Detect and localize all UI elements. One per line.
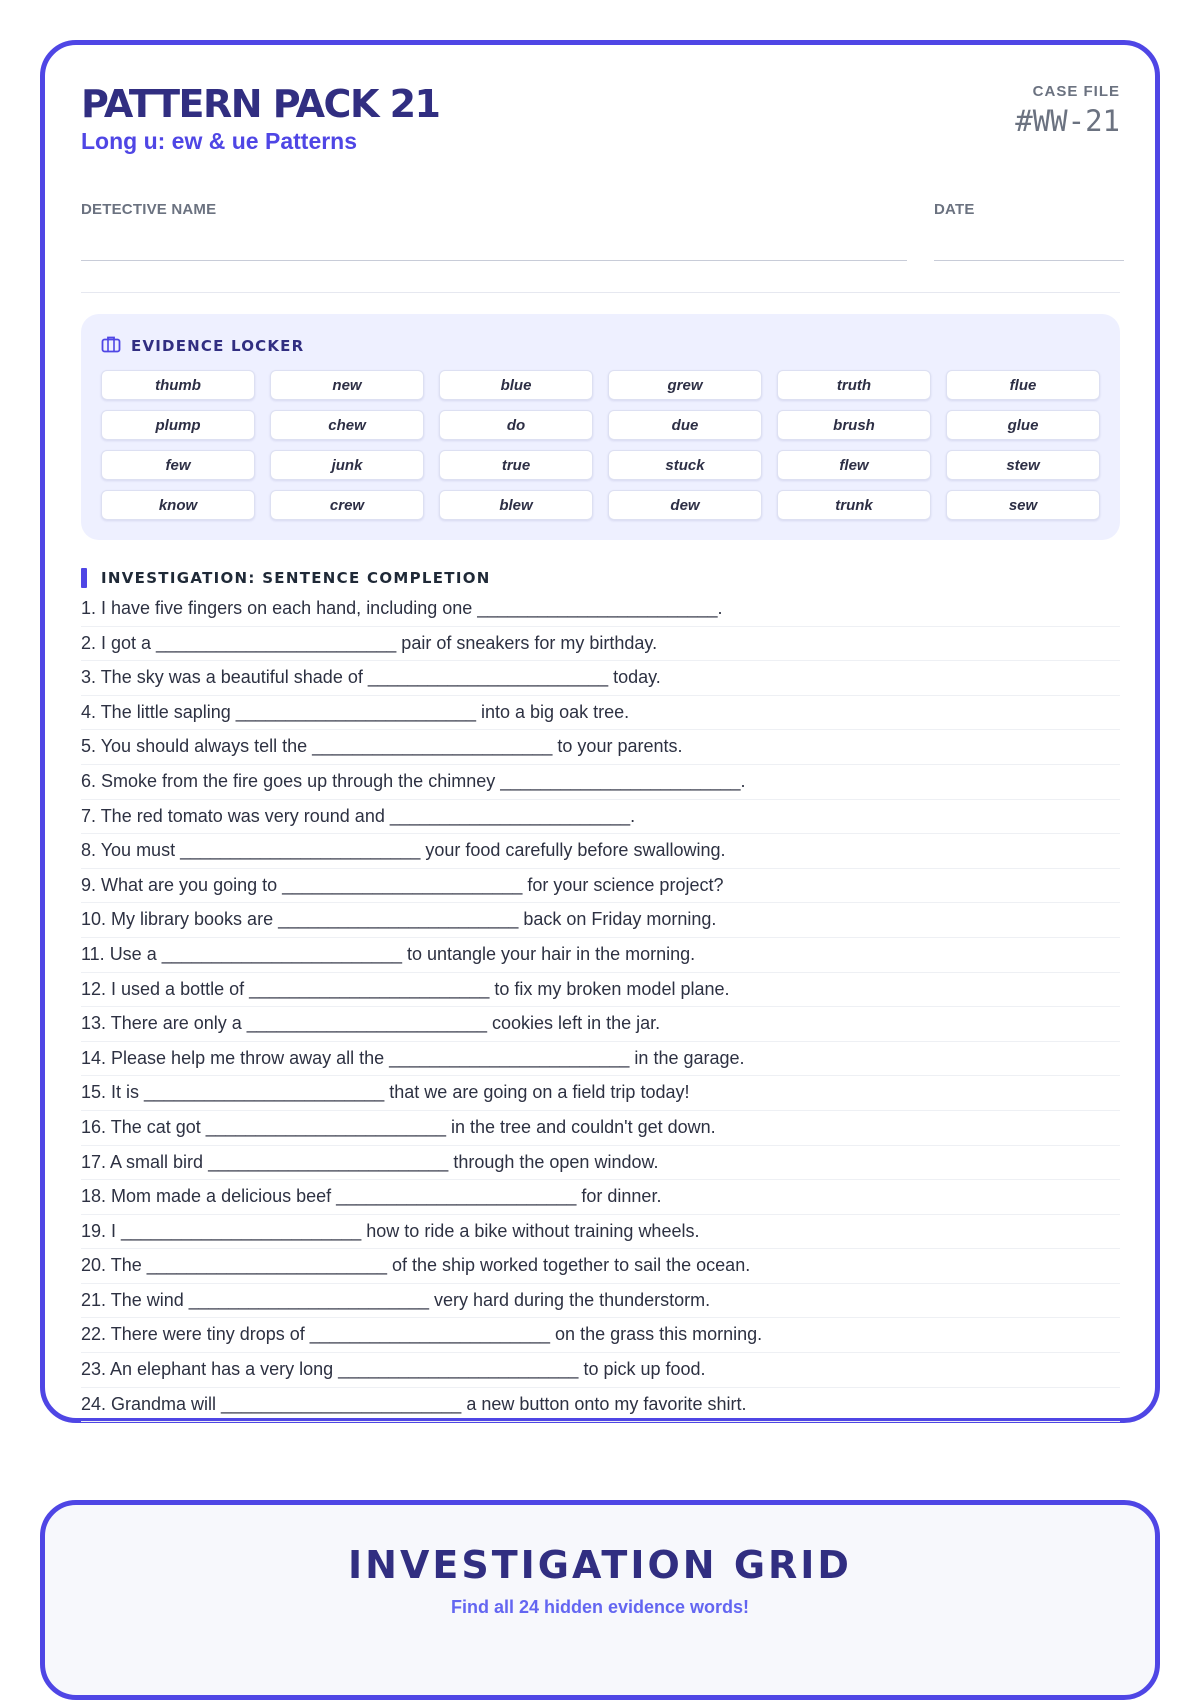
sentence-item: 18. Mom made a delicious beef ________________________ for dinner.	[81, 1180, 1120, 1215]
sentence-item: 11. Use a ________________________ to untangle your hair in the morning.	[81, 938, 1120, 973]
section-accent-bar	[81, 568, 87, 588]
evidence-locker-title: EVIDENCE LOCKER	[131, 337, 305, 355]
evidence-word-chip: blew	[439, 490, 593, 520]
evidence-locker-header	[101, 336, 1100, 356]
sentence-item: 8. You must ________________________ your food carefully before swallowing.	[81, 834, 1120, 869]
detective-name-field[interactable]	[81, 201, 907, 218]
evidence-word-chip: chew	[270, 410, 424, 440]
sentence-item: 1. I have five fingers on each hand, including one ________________________.	[81, 592, 1120, 627]
sentence-item: 15. It is ________________________ that we are going on a field trip today!	[81, 1076, 1120, 1111]
page-title: PATTERN PACK 21	[81, 82, 440, 126]
evidence-word-chip: glue	[946, 410, 1100, 440]
sentence-item: 9. What are you going to ________________________ for your science project?	[81, 869, 1120, 904]
sentence-item: 10. My library books are ________________________ back on Friday morning.	[81, 903, 1120, 938]
evidence-word-chip: sew	[946, 490, 1100, 520]
evidence-word-chip: flew	[777, 450, 931, 480]
investigation-grid-card	[40, 1500, 1160, 1700]
date-field[interactable]	[934, 201, 1124, 218]
evidence-word-chip: few	[101, 450, 255, 480]
investigation-title: INVESTIGATION: SENTENCE COMPLETION	[101, 569, 491, 587]
evidence-word-chip: stew	[946, 450, 1100, 480]
evidence-word-chip: true	[439, 450, 593, 480]
detective-name-line	[81, 260, 907, 261]
evidence-word-chip: plump	[101, 410, 255, 440]
sentence-item: 19. I ________________________ how to ride a bike without training wheels.	[81, 1215, 1120, 1250]
sentence-list	[81, 592, 1120, 1422]
sentence-item: 20. The ________________________ of the ship worked together to sail the ocean.	[81, 1249, 1120, 1284]
evidence-word-chip: crew	[270, 490, 424, 520]
sentence-item: 13. There are only a ________________________ cookies left in the jar.	[81, 1007, 1120, 1042]
sentence-item: 7. The red tomato was very round and ________________________.	[81, 800, 1120, 835]
case-file-label: CASE FILE	[1032, 83, 1120, 100]
evidence-word-chip: know	[101, 490, 255, 520]
evidence-word-chip: dew	[608, 490, 762, 520]
evidence-word-chip: new	[270, 370, 424, 400]
evidence-word-chip: due	[608, 410, 762, 440]
sentence-item: 24. Grandma will ________________________ a new button onto my favorite shirt.	[81, 1388, 1120, 1423]
sentence-item: 6. Smoke from the fire goes up through the chimney ________________________.	[81, 765, 1120, 800]
evidence-word-chip: blue	[439, 370, 593, 400]
sentence-item: 16. The cat got ________________________ in the tree and couldn't get down.	[81, 1111, 1120, 1146]
investigation-grid-title: INVESTIGATION GRID	[348, 1543, 852, 1587]
sentence-item: 2. I got a ________________________ pair of sneakers for my birthday.	[81, 627, 1120, 662]
date-line	[934, 260, 1124, 261]
page-subtitle: Long u: ew & ue Patterns	[81, 128, 358, 154]
investigation-grid-subtitle: Find all 24 hidden evidence words!	[450, 1597, 750, 1617]
sentence-item: 21. The wind ________________________ very hard during the thunderstorm.	[81, 1284, 1120, 1319]
evidence-word-chip: stuck	[608, 450, 762, 480]
worksheet-header	[81, 81, 1120, 293]
evidence-word-chip: do	[439, 410, 593, 440]
worksheet-card	[40, 40, 1160, 1423]
detective-name-label: DETECTIVE NAME	[81, 201, 217, 218]
sentence-item: 14. Please help me throw away all the ________________________ in the garage.	[81, 1042, 1120, 1077]
investigation-header	[81, 568, 1120, 588]
sentence-item: 22. There were tiny drops of ________________________ on the grass this morning.	[81, 1318, 1120, 1353]
sentence-item: 5. You should always tell the ________________________ to your parents.	[81, 730, 1120, 765]
sentence-item: 4. The little sapling ________________________ into a big oak tree.	[81, 696, 1120, 731]
evidence-word-chip: grew	[608, 370, 762, 400]
evidence-word-chip: flue	[946, 370, 1100, 400]
evidence-word-chip: truth	[777, 370, 931, 400]
case-file-number: #WW-21	[1015, 104, 1120, 138]
date-label: DATE	[934, 201, 975, 218]
header-fields	[81, 201, 1120, 261]
sentence-item: 3. The sky was a beautiful shade of ________________________ today.	[81, 661, 1120, 696]
sentence-item: 17. A small bird ________________________ through the open window.	[81, 1146, 1120, 1181]
evidence-locker	[81, 314, 1120, 540]
briefcase-icon	[101, 335, 131, 358]
sentence-item: 12. I used a bottle of ________________________ to fix my broken model plane.	[81, 973, 1120, 1008]
evidence-word-chip: thumb	[101, 370, 255, 400]
evidence-word-chip: trunk	[777, 490, 931, 520]
case-file-block	[1015, 83, 1120, 138]
sentence-item: 23. An elephant has a very long ________________________ to pick up food.	[81, 1353, 1120, 1388]
word-bank	[101, 370, 1100, 520]
evidence-word-chip: junk	[270, 450, 424, 480]
evidence-word-chip: brush	[777, 410, 931, 440]
